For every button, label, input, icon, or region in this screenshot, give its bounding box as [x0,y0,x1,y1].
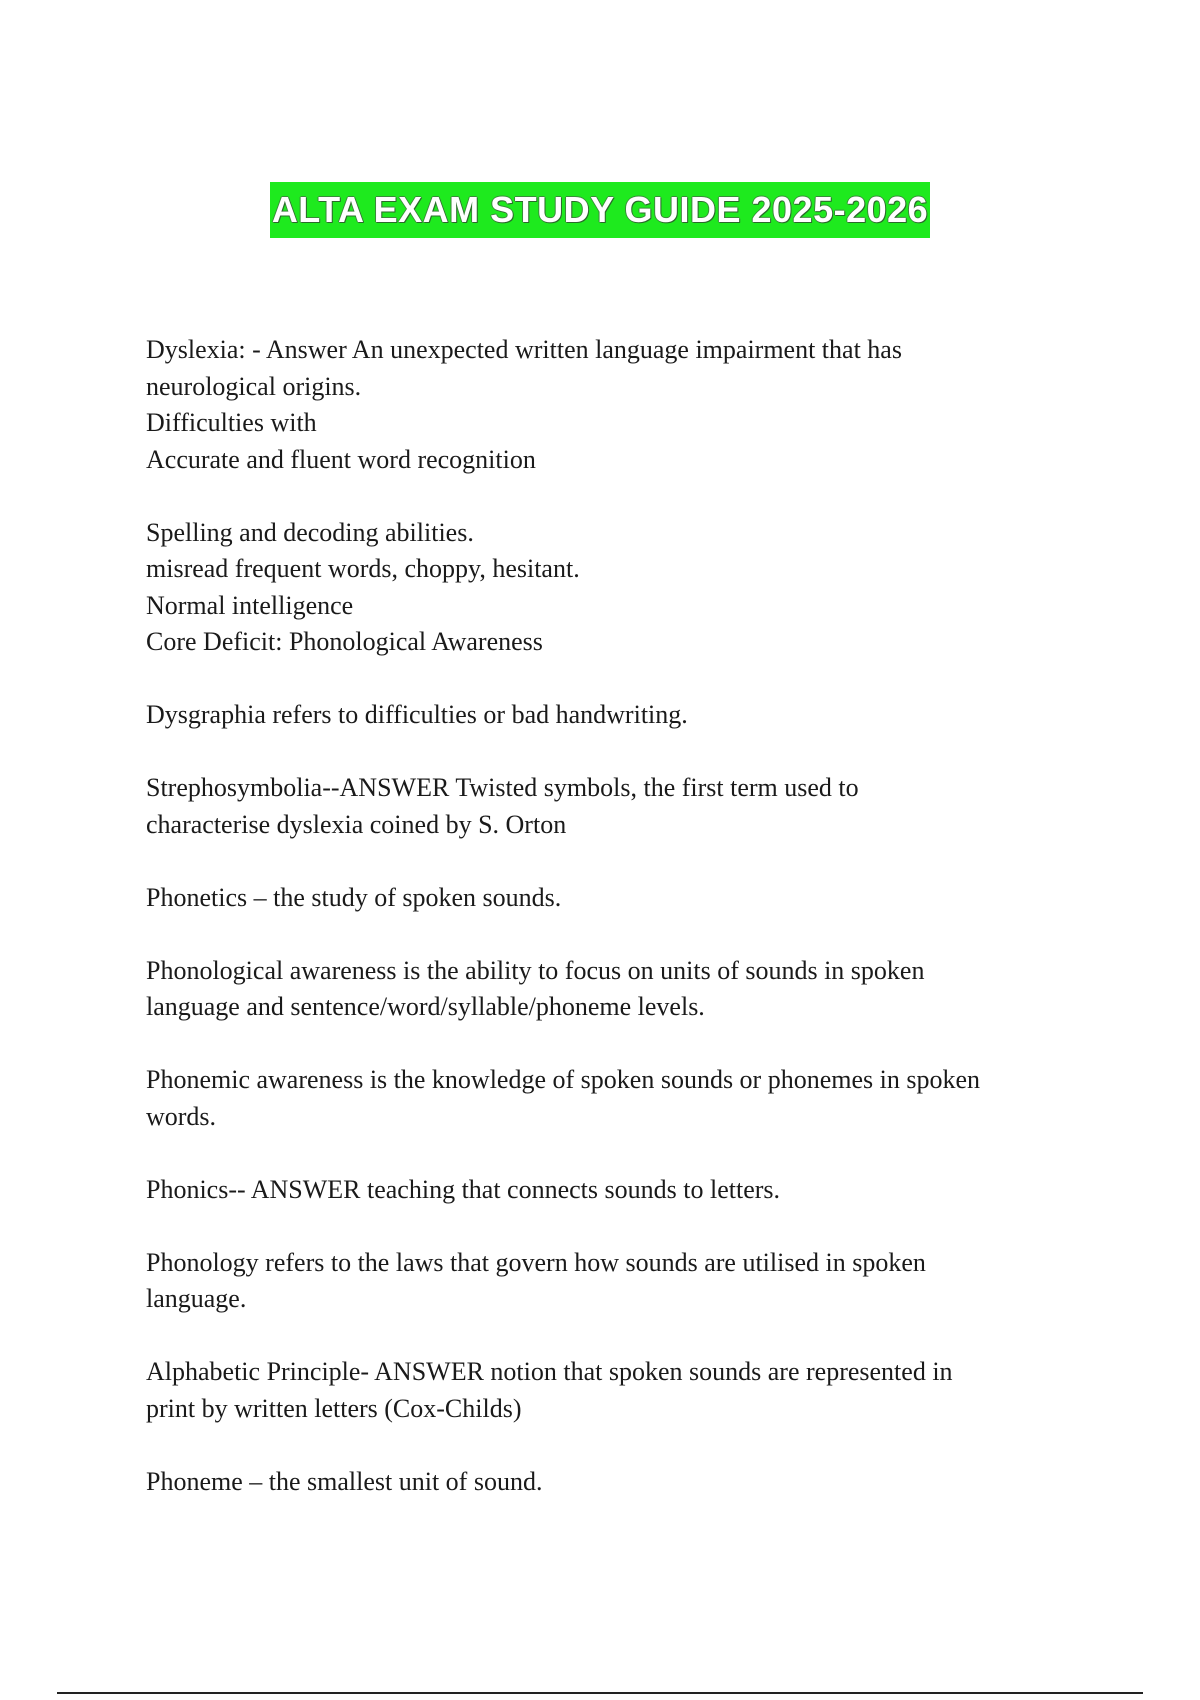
entry-line: Core Deficit: Phonological Awareness [146,627,543,656]
entry-line: Difficulties with [146,408,317,437]
entry-line: words. [146,1101,217,1131]
entry-phonology [146,1245,1076,1318]
entry-line: Phonics-- ANSWER teaching that connects sounds to letters. [146,1174,781,1204]
entry-phoneme [146,1464,1076,1501]
entry-line: Phonological awareness is the ability to focus on units of sounds in spoken [146,955,925,985]
page-title: ALTA EXAM STUDY GUIDE 2025-2026 [270,182,930,238]
title-banner [0,182,1200,238]
entry-line: language and sentence/word/syllable/phoneme levels. [146,992,705,1021]
footer-divider [57,1692,1143,1694]
entry-line: language. [146,1284,247,1313]
entry-line: misread frequent words, choppy, hesitant. [146,554,580,583]
study-guide-content [146,332,1076,1537]
entry-dyslexia-details [146,515,1076,661]
entry-line: Phonetics – the study of spoken sounds. [146,882,562,912]
entry-line: Dyslexia: - Answer An unexpected written language impairment that has [146,335,902,364]
entry-line: Alphabetic Principle- ANSWER notion that spoken sounds are represented in [146,1357,953,1386]
entry-phonemic-awareness [146,1062,1076,1135]
entry-line: Phonemic awareness is the knowledge of spoken sounds or phonemes in spoken [146,1065,981,1094]
entry-phonological-awareness [146,953,1076,1026]
entry-line: Strephosymbolia--ANSWER Twisted symbols, the first term used to [146,773,859,802]
entry-line: Dysgraphia refers to difficulties or bad handwriting. [146,700,688,729]
entry-phonics [146,1172,1076,1209]
entry-line: print by written letters (Cox-Childs) [146,1393,522,1423]
entry-alphabetic-principle [146,1354,1076,1427]
entry-line: Phoneme – the smallest unit of sound. [146,1466,543,1496]
entry-phonetics [146,880,1076,917]
entry-strephosymbolia [146,770,1076,843]
entry-dyslexia [146,332,1076,478]
entry-line: characterise dyslexia coined by S. Orton [146,809,567,839]
entry-line: Normal intelligence [146,590,354,620]
entry-line: Spelling and decoding abilities. [146,517,474,547]
entry-line: neurological origins. [146,371,362,401]
entry-line: Accurate and fluent word recognition [146,444,536,474]
entry-dysgraphia [146,697,1076,734]
entry-line: Phonology refers to the laws that govern how sounds are utilised in spoken [146,1247,926,1277]
